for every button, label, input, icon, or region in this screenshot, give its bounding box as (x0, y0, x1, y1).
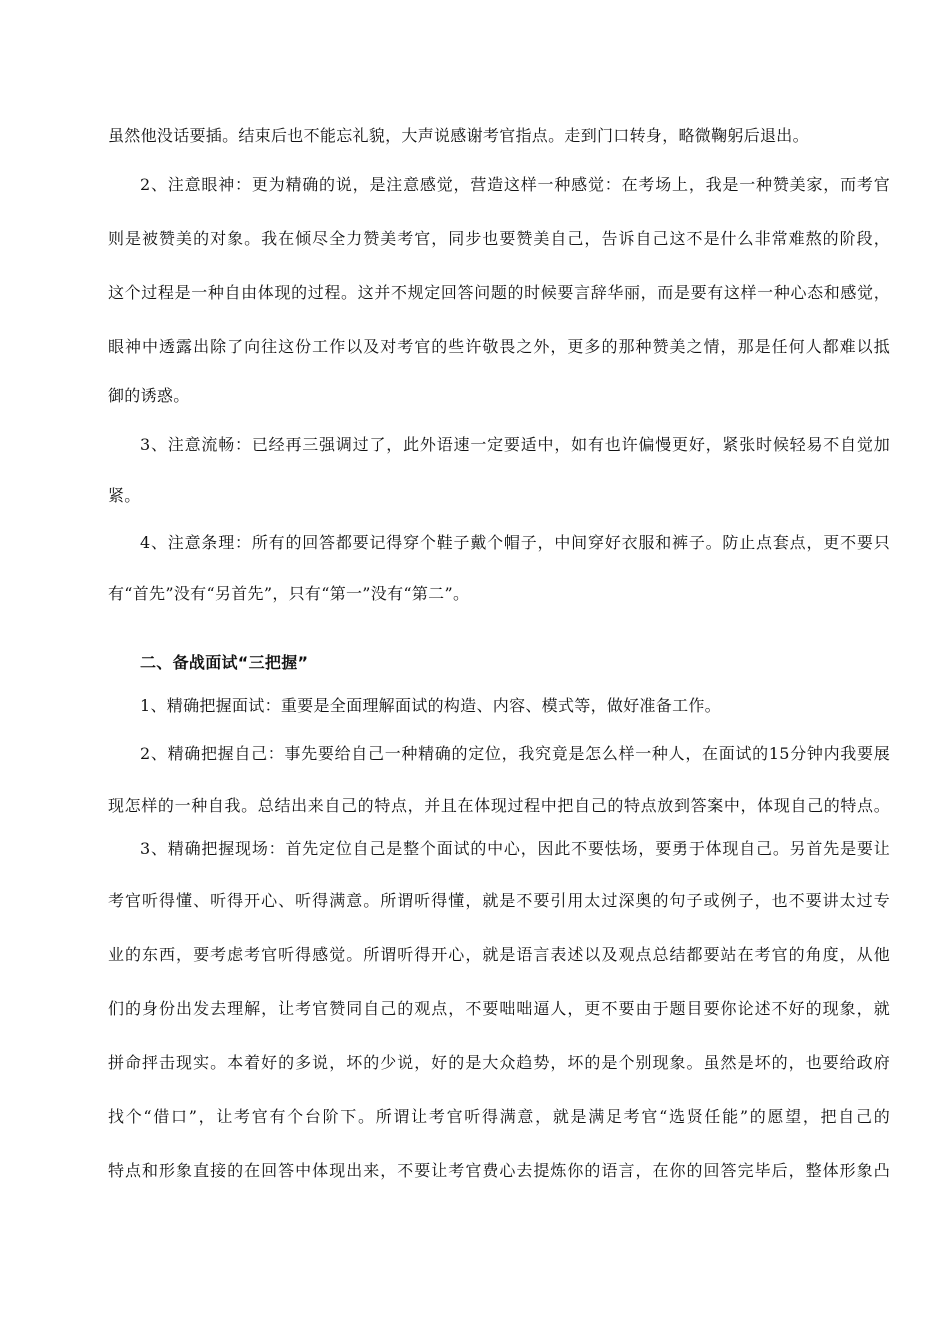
text-line: 拼命抨击现实。本着好的多说，坏的少说，好的是大众趋势，坏的是个别现象。虽然是坏的，也要给政府 (108, 1053, 890, 1072)
text-line: 特点和形象直接的在回答中体现出来，不要让考官费心去提炼你的语言，在你的回答完毕后，整体形象凸 (108, 1161, 890, 1180)
text-line: 紧。 (108, 486, 141, 505)
text-line: 1、精确把握面试：重要是全面理解面试的构造、内容、模式等，做好准备工作。 (140, 696, 721, 715)
text-line: 3、注意流畅：已经再三强调过了，此外语速一定要适中，如有也许偏慢更好，紧张时候轻易不自觉加 (140, 435, 890, 454)
text-line: 有“首先”没有“另首先”，只有“第一”没有“第二”。 (108, 584, 470, 603)
text-line: 们的身份出发去理解，让考官赞同自己的观点，不要咄咄逼人，更不要由于题目要你论述不好的现象，就 (108, 999, 890, 1018)
text-line: 虽然他没话要插。结束后也不能忘礼貌，大声说感谢考官指点。走到门口转身，略微鞠躬后退出。 (108, 126, 809, 145)
text-line: 找个“借口”，让考官有个台阶下。所谓让考官听得满意，就是满足考官“选贤任能”的愿望，把自己的 (108, 1107, 890, 1126)
text-line: 则是被赞美的对象。我在倾尽全力赞美考官，同步也要赞美自己，告诉自己这不是什么非常难熬的阶段， (108, 229, 890, 248)
text-line: 3、精确把握现场：首先定位自己是整个面试的中心，因此不要怯场，要勇于体现自己。另首先是要让 (140, 839, 890, 858)
text-line: 御的诱惑。 (108, 386, 190, 405)
text-line: 2、注意眼神：更为精确的说，是注意感觉，营造这样一种感觉：在考场上，我是一种赞美家，而考官 (140, 175, 890, 194)
text-line: 4、注意条理：所有的回答都要记得穿个鞋子戴个帽子，中间穿好衣服和裤子。防止点套点，更不要只 (140, 533, 890, 552)
text-line: 这个过程是一种自由体现的过程。这并不规定回答问题的时候要言辞华丽，而是要有这样一种心态和感觉， (108, 283, 890, 302)
text-line: 现怎样的一种自我。总结出来自己的特点，并且在体现过程中把自己的特点放到答案中，体现自己的特点。 (108, 796, 890, 815)
text-line: 2、精确把握自己：事先要给自己一种精确的定位，我究竟是怎么样一种人，在面试的15分钟内我要展 (140, 744, 890, 763)
text-line: 眼神中透露出除了向往这份工作以及对考官的些许敬畏之外，更多的那种赞美之情，那是任何人都难以抵 (108, 337, 890, 356)
section-heading: 二、备战面试“三把握” (140, 653, 309, 672)
text-line: 业的东西，要考虑考官听得感觉。所谓听得开心，就是语言表述以及观点总结都要站在考官的角度，从他 (108, 945, 890, 964)
text-line: 考官听得懂、听得开心、听得满意。所谓听得懂，就是不要引用太过深奥的句子或例子，也不要讲太过专 (108, 891, 890, 910)
